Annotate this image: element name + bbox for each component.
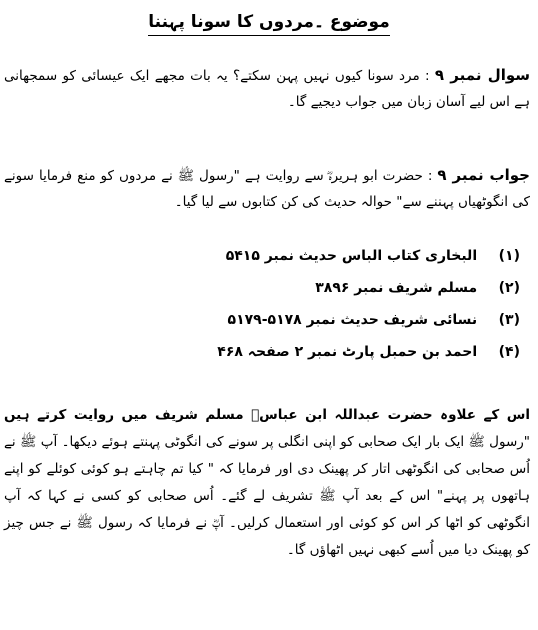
reference-item [20, 272, 520, 304]
reference-item [20, 304, 520, 336]
reference-item [20, 240, 520, 272]
references-list [20, 240, 520, 368]
reference-text: نسائی شریف حدیث نمبر ۵۱۷۸-۵۱۷۹ [227, 312, 478, 328]
narration-lead: اس کے علاوہ حضرت عبداللہ ابن عباسؓ مسلم شریف میں روایت کرتے ہیں [4, 407, 530, 423]
question-text: مرد سونا کیوں نہیں پہن سکتے؟ یہ بات مجھے ایک عیسائی کو سمجھانی ہے اس لیے آسان زبان میں جواب دیجیے گا۔ [4, 68, 530, 110]
reference-text: مسلم شریف نمبر ۳۸۹۶ [315, 280, 478, 296]
reference-text: احمد بن حمبل پارٹ نمبر ۲ صفحہ ۴۶۸ [217, 344, 478, 360]
reference-number: (۱) [498, 248, 520, 264]
question-label: سوال نمبر ۹ [434, 66, 531, 84]
reference-text: البخاری کتاب الباس حدیث نمبر ۵۴۱۵ [225, 248, 478, 264]
narration-paragraph [4, 402, 530, 564]
page-title [0, 10, 538, 36]
title-text: موضوع ۔مردوں کا سونا پہننا [148, 10, 389, 36]
narration-text: "رسول ﷺ ایک بار ایک صحابی کو اپنی انگلی پر سونے کی انگوٹی پہنتے ہوئے دیکھا۔ آپ ﷺ نے اُس صحابی کی انگوٹھی اتار کر پھینک دی اور فرمایا کہ " کیا تم چاہتے ہو کوئی کوئلے کو اپنے ہاتھوں پر پہنے" اس کے بعد آپ ﷺ تشریف لے گئے۔ اُس صحابی کو کسی نے کہا کہ آپ انگوٹھی کو اٹھا کر اس کو کوئی اور استعمال کرلیں۔ آپؓ نے فرمایا کہ رسول ﷺ نے جس چیز کو پھینک دیا میں اُسے کبھی نہیں اٹھاؤں گا۔ [4, 434, 530, 558]
question-separator: : [419, 68, 430, 84]
answer-separator: : [422, 168, 433, 184]
answer-label: جواب نمبر ۹ [437, 166, 530, 184]
answer-section [4, 162, 530, 215]
question-section [4, 62, 530, 115]
reference-number: (۳) [498, 312, 520, 328]
reference-number: (۲) [498, 280, 520, 296]
reference-number: (۴) [498, 344, 520, 360]
reference-item [20, 336, 520, 368]
answer-text: حضرت ابو ہریرہؓ سے روایت ہے "رسول ﷺ نے مردوں کو منع فرمایا سونے کی انگوٹھیاں پہننے سے" حوالہ حدیث کی کن کتابوں سے لیا گیا۔ [4, 168, 530, 210]
